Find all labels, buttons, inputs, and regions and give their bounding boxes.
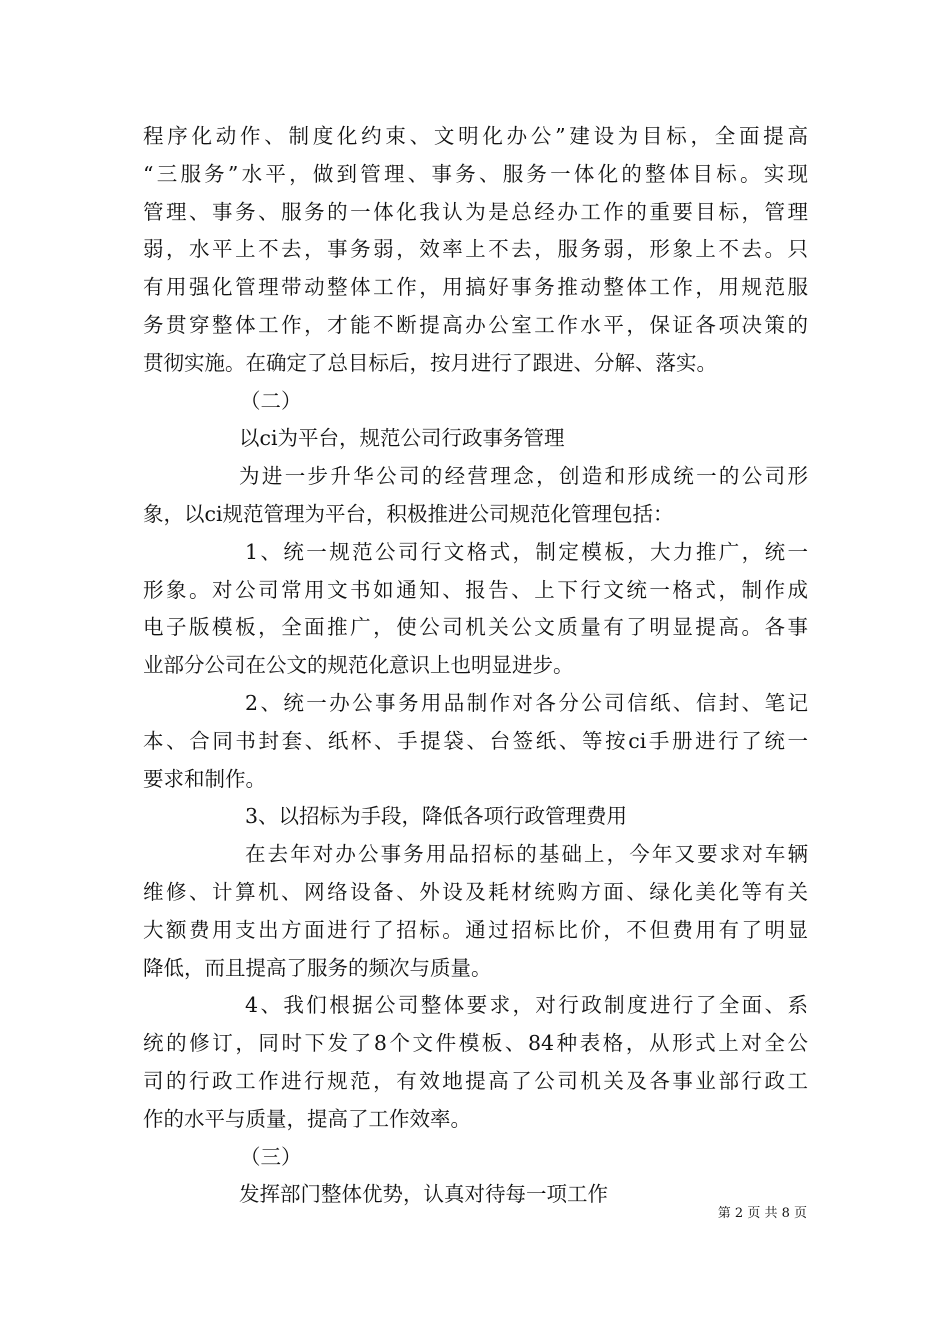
paragraph-line: 本、合同书封套、纸杯、手提袋、台签纸、等按ci手册进行了统一	[143, 728, 808, 753]
paragraph-line: 程序化动作、制度化约束、文明化办公”建设为目标，全面提高	[143, 124, 808, 148]
paragraph-line: 司的行政工作进行规范，有效地提高了公司机关及各事业部行政工	[143, 1068, 808, 1093]
list-item-line: 2、统一办公事务用品制作对各分公司信纸、信封、笔记	[245, 690, 808, 715]
section-heading: 发挥部门整体优势，认真对待每一项工作	[239, 1182, 608, 1207]
section-number: （三）	[240, 1144, 302, 1169]
paragraph-line: “三服务”水平，做到管理、事务、服务一体化的整体目标。实现	[143, 161, 808, 186]
paragraph-line: 业部分公司在公文的规范化意识上也明显进步。	[143, 653, 574, 678]
section-heading: 以ci为平台，规范公司行政事务管理	[239, 426, 565, 451]
paragraph-line: 大额费用支出方面进行了招标。通过招标比价，不但费用有了明显	[143, 917, 808, 942]
paragraph-line: 统的修订，同时下发了8个文件模板、84种表格，从形式上对全公	[143, 1031, 808, 1056]
paragraph-line: 要求和制作。	[143, 766, 266, 791]
list-item-line: 4、我们根据公司整体要求，对行政制度进行了全面、系	[245, 993, 808, 1018]
list-item-line: 3、以招标为手段，降低各项行政管理费用	[245, 804, 628, 829]
paragraph-line: 象，以ci规范管理为平台，积极推进公司规范化管理包括：	[143, 501, 674, 526]
paragraph-line: 为进一步升华公司的经营理念，创造和形成统一的公司形	[239, 464, 808, 489]
paragraph-line: 贯彻实施。在确定了总目标后，按月进行了跟进、分解、落实。	[143, 350, 717, 375]
paragraph-line: 务贯穿整体工作，才能不断提高办公室工作水平，保证各项决策的	[143, 312, 808, 337]
page-number: 第 2 页 共 8 页	[717, 1206, 807, 1221]
paragraph-line: 弱，水平上不去，事务弱，效率上不去，服务弱，形象上不去。只	[143, 237, 808, 262]
paragraph-line: 管理、事务、服务的一体化我认为是总经办工作的重要目标，管理	[143, 199, 808, 224]
paragraph-line: 电子版模板，全面推广，使公司机关公文质量有了明显提高。各事	[143, 615, 808, 640]
list-item-line: 1、统一规范公司行文格式，制定模板，大力推广，统一	[245, 539, 808, 564]
paragraph-line: 形象。对公司常用文书如通知、报告、上下行文统一格式，制作成	[143, 577, 808, 602]
paragraph-line: 作的水平与质量，提高了工作效率。	[143, 1106, 471, 1131]
paragraph-line: 维修、计算机、网络设备、外设及耗材统购方面、绿化美化等有关	[143, 879, 808, 904]
document-body	[143, 118, 808, 1214]
paragraph-line: 降低，而且提高了服务的频次与质量。	[143, 955, 492, 980]
section-number: （二）	[240, 388, 302, 413]
paragraph-line: 有用强化管理带动整体工作，用搞好事务推动整体工作，用规范服	[143, 275, 808, 300]
paragraph-line: 在去年对办公事务用品招标的基础上，今年又要求对车辆	[245, 842, 808, 867]
